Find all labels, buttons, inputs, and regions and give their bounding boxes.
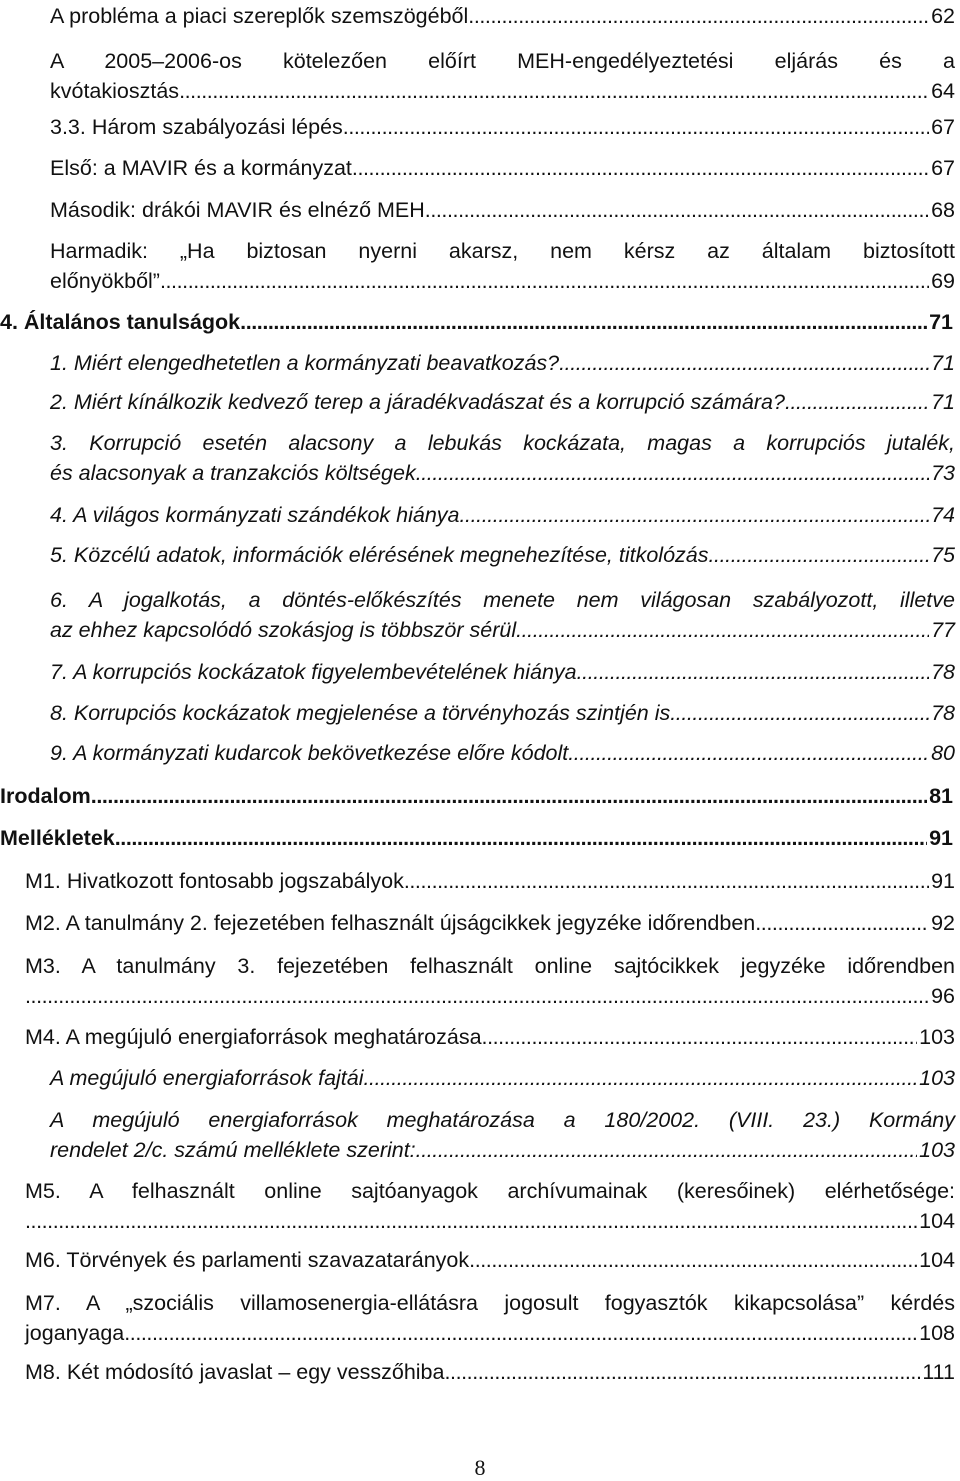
toc-entry-text: M8. Két módosító javaslat – egy vesszőhiba: [25, 1360, 445, 1384]
toc-page-number: 103: [919, 1138, 955, 1162]
dot-leader: [670, 698, 929, 728]
toc-entry-text: A probléma a piaci szereplők szemszögéből: [50, 4, 469, 28]
dot-leader: [755, 908, 929, 938]
toc-entry: [50, 1105, 955, 1165]
dot-leader: [179, 76, 929, 106]
dot-leader: [416, 458, 929, 488]
toc-entry-text: M2. A tanulmány 2. fejezetében felhasznált újságcikkek jegyzéke időrendben: [25, 911, 756, 935]
toc-page-number: 111: [922, 1360, 955, 1384]
toc-entry: [50, 428, 955, 488]
dot-leader: [425, 195, 929, 225]
toc-entry: [25, 1176, 955, 1236]
toc-page-number: 77: [931, 618, 955, 642]
dot-leader: [160, 266, 929, 296]
toc-page-number: 71: [929, 310, 953, 334]
toc-page-number: 78: [931, 660, 955, 684]
toc-entry: [25, 1288, 955, 1348]
dot-leader: [785, 387, 929, 417]
dot-leader: [91, 781, 927, 811]
toc-entry: [25, 1022, 955, 1052]
toc-entry: [50, 46, 955, 106]
toc-entry: [50, 1063, 955, 1093]
dot-leader: [444, 1357, 920, 1387]
toc-page-number: 108: [919, 1321, 955, 1345]
toc-page-number: 96: [931, 984, 955, 1008]
toc-entry: [50, 1, 955, 31]
dot-leader: [343, 112, 929, 142]
toc-page-number: 92: [931, 911, 955, 935]
toc-entry: [50, 112, 955, 142]
toc-entry: [0, 781, 953, 811]
toc-entry: [50, 540, 955, 570]
toc-page-number: 104: [919, 1209, 955, 1233]
toc-entry: [25, 951, 955, 1011]
toc-entry-text: 7. A korrupciós kockázatok figyelembevételének hiánya: [50, 660, 577, 684]
toc-entry: [50, 500, 955, 530]
toc-entry-text: M5. A felhasznált online sajtóanyagok archívumainak (keresőinek) elérhetősége:: [25, 1179, 955, 1203]
dot-leader: [516, 615, 929, 645]
toc-entry-text: M4. A megújuló energiaforrások meghatározása: [25, 1025, 482, 1049]
toc-page-number: 104: [919, 1248, 955, 1272]
toc-page-number: 64: [931, 79, 955, 103]
toc-entry-text: 4. Általános tanulságok: [0, 310, 241, 334]
dot-leader: [469, 1245, 917, 1275]
toc-entry-text: az ehhez kapcsolódó szokásjog is többször sérül: [50, 618, 517, 642]
toc-entry-text: A megújuló energiaforrások meghatározása a 180/2002. (VIII. 23.) Kormány: [50, 1108, 955, 1132]
toc-page-number: 67: [931, 156, 955, 180]
toc-entry-text: A megújuló energiaforrások fajtái: [50, 1066, 364, 1090]
dot-leader: [404, 866, 929, 896]
toc-page-number: 75: [931, 543, 955, 567]
toc-page-number: 78: [931, 701, 955, 725]
toc-entry-text: 9. A kormányzati kudarcok bekövetkezése előre kódolt: [50, 741, 569, 765]
toc-page-number: 67: [931, 115, 955, 139]
toc-entry-text: M3. A tanulmány 3. fejezetében felhasznált online sajtócikkek jegyzéke időrendben: [25, 954, 955, 978]
dot-leader: [364, 1063, 918, 1093]
toc-entry-text: joganyaga: [25, 1321, 125, 1345]
dot-leader: [577, 657, 929, 687]
toc-entry-text: 3. Korrupció esetén alacsony a lebukás kockázata, magas a korrupciós jutalék,: [50, 431, 955, 455]
toc-entry: [50, 585, 955, 645]
toc-entry-text: M7. A „szociális villamosenergia-ellátásra jogosult fogyasztók kikapcsolása” kérdés: [25, 1291, 955, 1315]
toc-entry: [50, 738, 955, 768]
toc-entry-text: Első: a MAVIR és a kormányzat: [50, 156, 352, 180]
toc-entry: [50, 236, 955, 296]
dot-leader: [240, 307, 927, 337]
dot-leader: [416, 1135, 917, 1165]
toc-entry: [50, 348, 955, 378]
toc-entry-text: A 2005–2006-os kötelezően előírt MEH-engedélyeztetési eljárás és a: [50, 49, 955, 73]
toc-page-number: 103: [919, 1025, 955, 1049]
toc-page-number: 69: [931, 269, 955, 293]
toc-entry: [25, 1245, 955, 1275]
dot-leader: [468, 1, 929, 31]
toc-entry: [50, 657, 955, 687]
toc-entry-text: 1. Miért elengedhetetlen a kormányzati beavatkozás?: [50, 351, 560, 375]
toc-page-number: 71: [931, 351, 955, 375]
dot-leader: [709, 540, 930, 570]
toc-page-number: 73: [931, 461, 955, 485]
toc-entry-text: és alacsonyak a tranzakciós költségek: [50, 461, 416, 485]
toc-page-number: 91: [931, 869, 955, 893]
toc-entry-text: Irodalom: [0, 784, 91, 808]
toc-page-number: 74: [931, 503, 955, 527]
toc-entry: [50, 195, 955, 225]
toc-entry: [25, 1357, 955, 1387]
dot-leader: [352, 153, 929, 183]
toc-page-number: 81: [929, 784, 953, 808]
toc-page-number: 80: [931, 741, 955, 765]
toc-page-number: 103: [919, 1066, 955, 1090]
toc-entry-text: Harmadik: „Ha biztosan nyerni akarsz, nem kérsz az általam biztosított: [50, 239, 955, 263]
dot-leader: [460, 500, 930, 530]
toc-page-number: 68: [931, 198, 955, 222]
toc-entry-text: előnyökből”: [50, 269, 160, 293]
toc-entry: [25, 866, 955, 896]
toc-entry-text: 3.3. Három szabályozási lépés: [50, 115, 343, 139]
toc-entry-text: M6. Törvények és parlamenti szavazatarányok: [25, 1248, 470, 1272]
toc-entry-text: 6. A jogalkotás, a döntés-előkészítés menete nem világosan szabályozott, illetve: [50, 588, 955, 612]
toc-entry: [0, 823, 953, 853]
dot-leader: [25, 1206, 917, 1236]
toc-entry: [25, 908, 955, 938]
toc-entry-text: 8. Korrupciós kockázatok megjelenése a törvényhozás szintjén is: [50, 701, 671, 725]
toc-entry-text: 2. Miért kínálkozik kedvező terep a járadékvadászat és a korrupció számára?: [50, 390, 785, 414]
toc-entry: [50, 698, 955, 728]
toc-entry-text: Második: drákói MAVIR és elnéző MEH: [50, 198, 425, 222]
toc-entry-text: 5. Közcélú adatok, információk elérésének megnehezítése, titkolózás: [50, 543, 709, 567]
toc-entry-text: kvótakiosztás: [50, 79, 180, 103]
toc-entry: [0, 307, 953, 337]
toc-entry: [50, 387, 955, 417]
toc-entry: [50, 153, 955, 183]
page-number: 8: [474, 1455, 486, 1480]
toc-entry-text: rendelet 2/c. számú melléklete szerint:: [50, 1138, 416, 1162]
toc-entry-text: 4. A világos kormányzati szándékok hiánya: [50, 503, 460, 527]
toc-page-number: 91: [929, 826, 953, 850]
toc-page-number: 62: [931, 4, 955, 28]
toc-page-number: 71: [931, 390, 955, 414]
dot-leader: [568, 738, 929, 768]
dot-leader: [482, 1022, 918, 1052]
dot-leader: [124, 1318, 917, 1348]
dot-leader: [559, 348, 929, 378]
dot-leader: [25, 981, 929, 1011]
toc-entry-text: M1. Hivatkozott fontosabb jogszabályok: [25, 869, 404, 893]
toc-entry-text: Mellékletek: [0, 826, 115, 850]
dot-leader: [115, 823, 927, 853]
